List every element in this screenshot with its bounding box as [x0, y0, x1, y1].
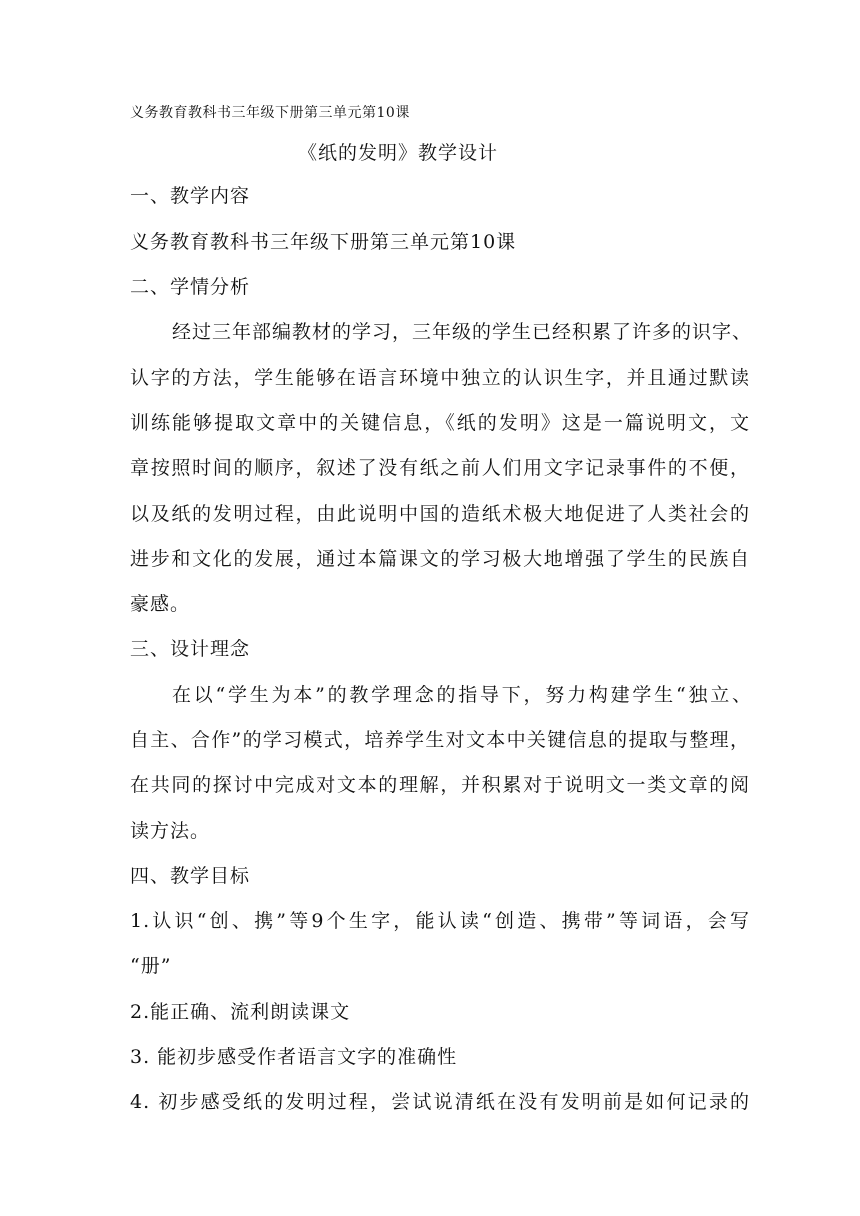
section-heading-teaching-goals: 四、教学目标	[130, 865, 251, 887]
design-concept-line: 在共同的探讨中完成对文本的理解，并积累对于说明文一类文章的阅	[130, 774, 750, 796]
teaching-goal-item: 2.能正确、流利朗读课文	[130, 1001, 351, 1023]
learner-analysis-line: 进步和文化的发展，通过本篇课文的学习极大地增强了学生的民族自	[130, 548, 750, 570]
design-concept-line: 在以“学生为本”的教学理念的指导下，努力构建学生“独立、	[172, 684, 752, 706]
teaching-goal-item: 1.认识“创、携”等9个生字，能认读“创造、携带”等词语，会写	[130, 910, 750, 932]
learner-analysis-line: 训练能够提取文章中的关键信息，《纸的发明》这是一篇说明文，文	[130, 412, 750, 434]
teaching-goal-item: 3. 能初步感受作者语言文字的准确性	[130, 1046, 458, 1068]
teaching-goal-item: “册”	[130, 955, 172, 977]
learner-analysis-line: 豪感。	[130, 593, 191, 615]
document-title: 《纸的发明》教学设计	[298, 142, 499, 164]
design-concept-line: 读方法。	[130, 820, 211, 842]
design-concept-line: 自主、合作”的学习模式，培养学生对文本中关键信息的提取与整理，	[130, 729, 750, 751]
learner-analysis-line: 经过三年部编教材的学习，三年级的学生已经积累了许多的识字、	[172, 321, 753, 343]
teaching-content-text: 义务教育教科书三年级下册第三单元第10课	[130, 231, 517, 253]
learner-analysis-line: 认字的方法，学生能够在语言环境中独立的认识生字，并且通过默读	[130, 367, 750, 389]
section-heading-design-concept: 三、设计理念	[130, 638, 251, 660]
section-heading-teaching-content: 一、教学内容	[130, 185, 251, 207]
learner-analysis-line: 以及纸的发明过程，由此说明中国的造纸术极大地促进了人类社会的	[130, 503, 750, 525]
document-header: 义务教育教科书三年级下册第三单元第10课	[130, 105, 410, 121]
teaching-goal-item: 4. 初步感受纸的发明过程，尝试说清纸在没有发明前是如何记录的	[130, 1091, 750, 1113]
learner-analysis-line: 章按照时间的顺序，叙述了没有纸之前人们用文字记录事件的不便，	[130, 457, 750, 479]
section-heading-learner-analysis: 二、学情分析	[130, 276, 251, 298]
